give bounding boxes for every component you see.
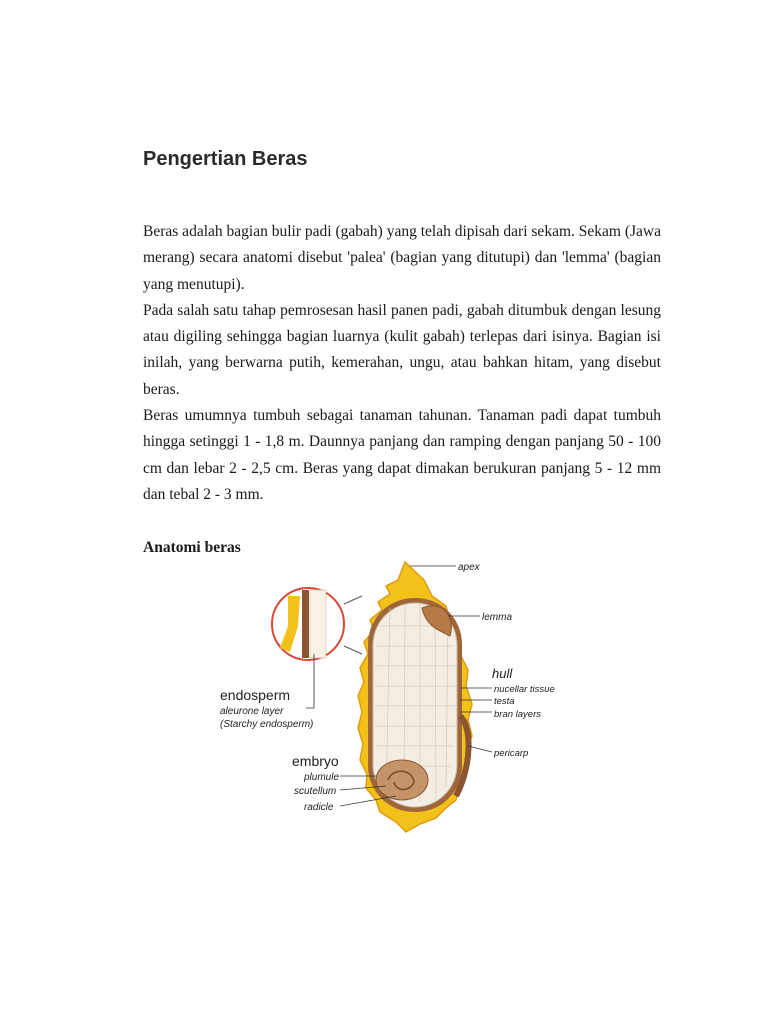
rice-grain-illustration: [210, 556, 570, 840]
label-lemma: lemma: [482, 612, 513, 623]
label-aleurone-layer: aleurone layer: [220, 706, 284, 717]
embryo-shape: [376, 760, 428, 800]
paragraph: Pada salah satu tahap pemrosesan hasil panen padi, gabah ditumbuk dengan lesung atau digiling sehingga bagian luarnya (kulit gabah) terlepas dari isinya. Bagian isi inilah, yang berwarna putih, kemerahan, ungu, atau bahkan hitam, yang disebut beras.: [143, 301, 661, 398]
page-title: Pengertian Beras: [143, 148, 308, 170]
label-nucellar-tissue: nucellar tissue: [494, 684, 555, 695]
label-hull: hull: [492, 666, 513, 681]
section-heading: Anatomi beras: [143, 539, 241, 556]
article-body: [143, 219, 661, 508]
label-radicle: radicle: [304, 802, 334, 813]
paragraph: Beras adalah bagian bulir padi (gabah) yang telah dipisah dari sekam. Sekam (Jawa merang) secara anatomi disebut 'palea' (bagian yang ditutupi) dan 'lemma' (bagian yang menutupi).: [143, 223, 661, 293]
label-scutellum: scutellum: [294, 786, 337, 797]
label-pericarp: pericarp: [494, 748, 529, 759]
label-bran-layers: bran layers: [494, 709, 541, 720]
label-endosperm: endosperm: [220, 687, 291, 703]
rice-anatomy-diagram: [210, 556, 570, 840]
label-starchy-endosperm: (Starchy endosperm): [220, 719, 314, 730]
label-testa: testa: [494, 696, 515, 707]
label-apex: apex: [458, 562, 480, 573]
paragraph: Beras umumnya tumbuh sebagai tanaman tahunan. Tanaman padi dapat tumbuh hingga setinggi 1 - 1,8 m. Daunnya panjang dan ramping dengan panjang 50 - 100 cm dan lebar 2 - 2,5 cm. Beras yang dapat dimakan berukuran panjang 5 - 12 mm dan tebal 2 - 3 mm.: [143, 407, 661, 503]
label-plumule: plumule: [304, 772, 340, 783]
label-embryo: embryo: [292, 753, 339, 769]
